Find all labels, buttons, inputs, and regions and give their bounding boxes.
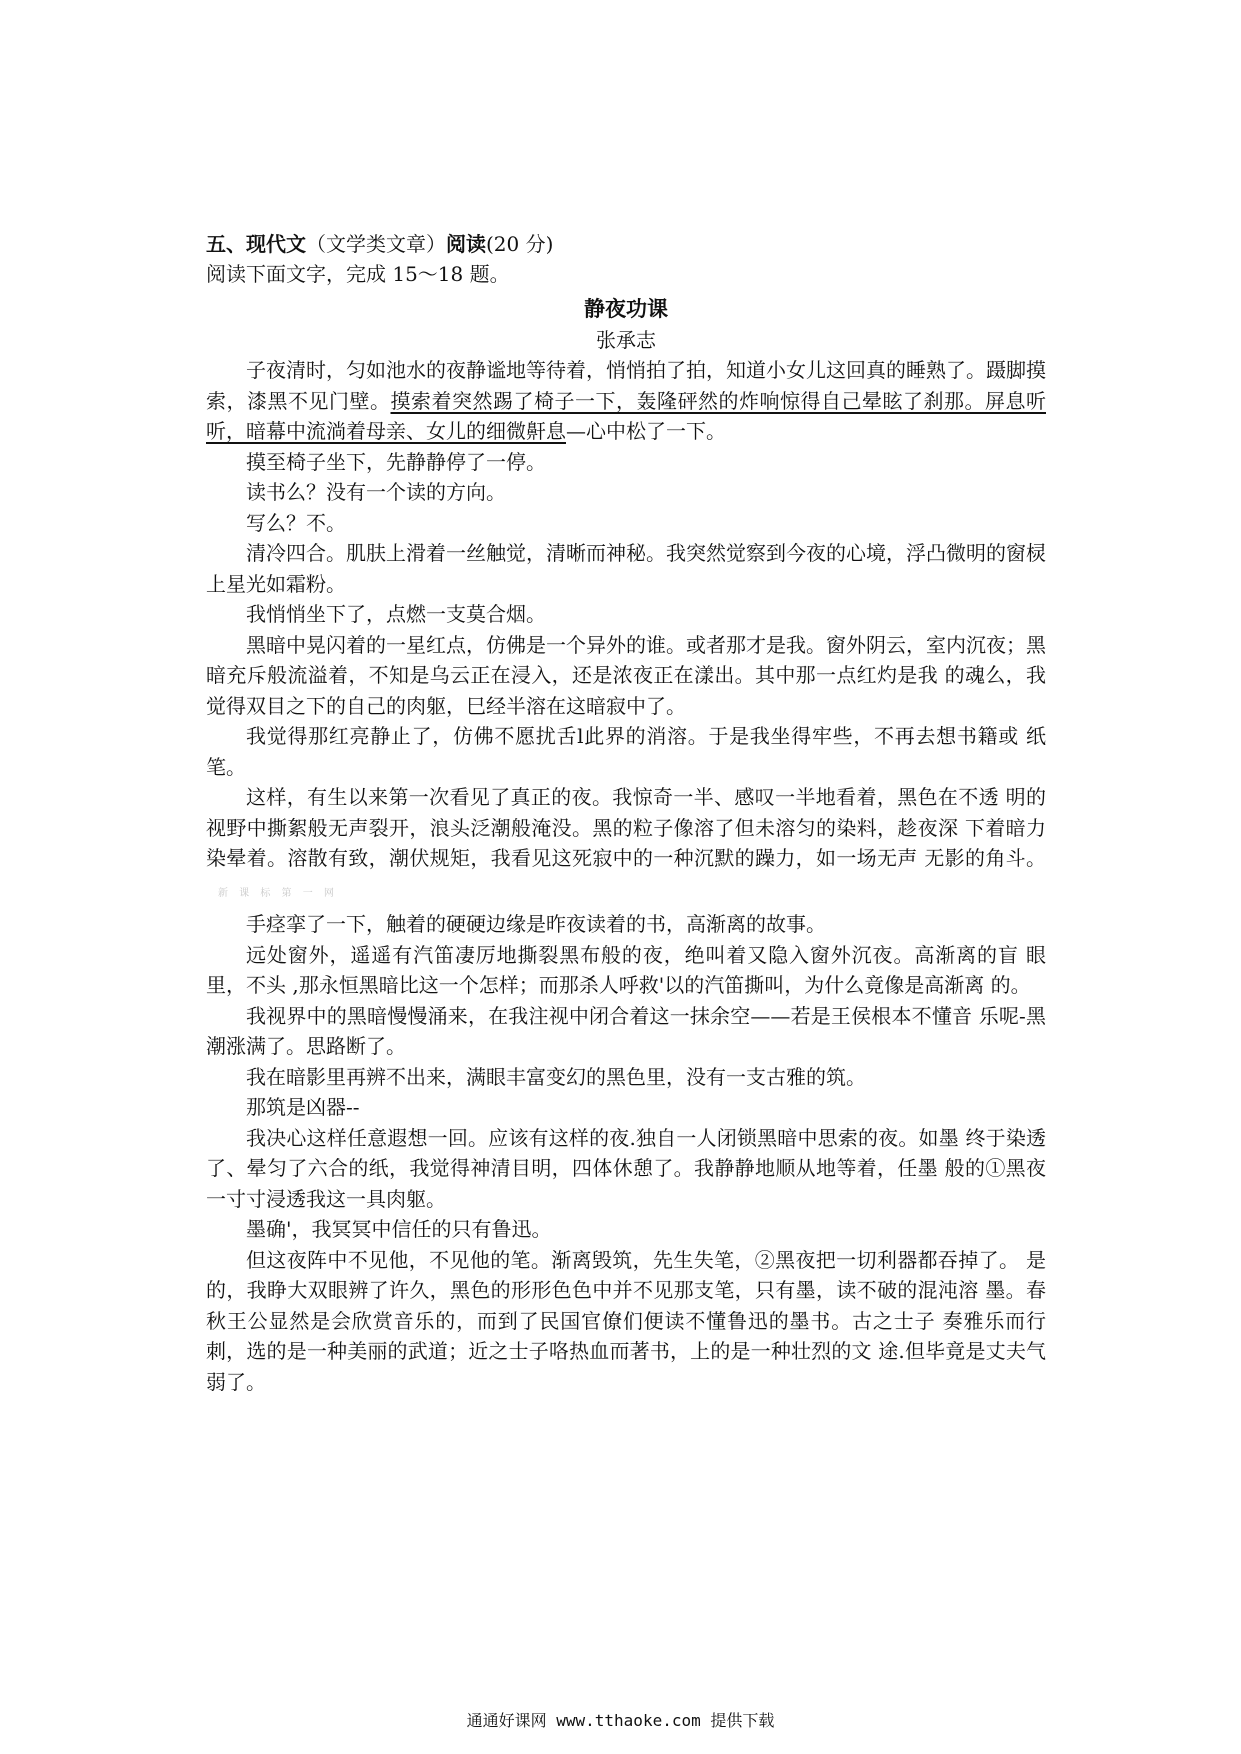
section-category: （文学类文章） [306,232,446,256]
paragraph-1 [206,355,1046,447]
paragraph-2: 摸至椅子坐下，先静静停了一停。 [246,449,546,474]
section-label: 现代文 [246,232,306,256]
paragraph-6: 我悄悄坐下了，点燃一支莫合烟。 [246,602,546,626]
paragraph-17: 但这夜阵中不见他，不见他的笔。渐离毁筑，先生失笔，②黑夜把一切利器都吞掉了。 是的，我睁大双眼辨了许久，黑色的形形色色中并不见那支笔，只有墨，读不破的混沌溶 墨。春秋王公显然是会欣赏音乐的，而到了民国官僚们便读不懂鲁迅的墨书。古之士子 奏雅乐而行刺，选的是一种美丽的武道；近之士子咯热血而著书，上的是一种壮烈的文 途.但毕竟是丈夫气弱了。 [206,1247,1046,1394]
paragraph-11: 远处窗外，遥遥有汽笛凄厉地撕裂黑布般的夜，绝叫着又隐入窗外沉夜。高渐离的盲 眼里，不头 ,那永恒黑暗比这一个怎样；而那杀人呼救'以的汽笛撕叫，为什么竟像是高渐离 的。 [206,942,1046,997]
paragraph-15: 我决心这样任意遐想一回。应该有这样的夜.独自一人闭锁黑暗中思索的夜。如墨 终于染透了、晕匀了六合的纸，我觉得神清目明，四体休憩了。我静静地顺从地等着，任墨 般的①黑夜一寸寸浸透我这一具肉躯。 [206,1125,1046,1211]
section-number: 五、 [206,232,246,256]
paragraph-10: 手痉挛了一下，触着的硬硬边缘是昨夜读着的书，高渐离的故事。 [246,912,826,936]
article-title: 静夜功课 [584,296,668,321]
paragraph-4: 写么？不。 [246,510,346,535]
paragraph-9 [206,782,1046,909]
footer-download-notice: 通通好课网 www.tthaoke.com 提供下载 [466,1711,775,1730]
document-content [206,229,1046,1397]
paragraph-16: 墨确'，我冥冥中信任的只有鲁迅。 [246,1217,552,1241]
underlined-passage: 摸索着突然踢了椅子一下，轰隆砰然的炸响惊得自己晕眩了刹那。屏息听听，暗幕中流淌着母亲、女儿的细微鼾息 [206,388,1046,443]
section-reading: 阅读 [446,232,486,256]
article-author: 张承志 [596,328,656,352]
paragraph-1-text: 子夜清时，匀如池水的夜静谧地等待着，悄悄拍了拍，知道小女儿这回真的睡熟了。蹑脚摸索，漆黑不见门壁。 [206,358,1046,413]
paragraph-7: 黑暗中晃闪着的一星红点，仿佛是一个异外的谁。或者那才是我。窗外阴云，室内沉夜；黑暗充斥般流溢着，不知是乌云正在浸入，还是浓夜正在漾出。其中那一点红灼是我 的魂么，我觉得双目之下的自己的肉躯，巳经半溶在这暗寂中了。 [206,632,1046,718]
paragraph-1-end: —心中松了一下。 [566,419,726,443]
paragraph-13: 我在暗影里再辨不出来，满眼丰富变幻的黑色里，没有一支古雅的筑。 [246,1064,866,1089]
paragraph-3: 读书么？没有一个读的方向。 [246,480,506,504]
watermark-text: 新 课 标 第 一 网 [218,887,338,899]
instruction-text: 阅读下面文字，完成 15～18 题。 [206,262,510,286]
paragraph-8: 我觉得那红亮静止了，仿佛不愿扰舌l此界的消溶。于是我坐得牢些，不再去想书籍或 纸笔。 [206,724,1046,779]
paragraph-12: 我视界中的黑暗慢慢涌来，在我注视中闭合着这一抹余空——若是王侯根本不懂音 乐呢-黑潮涨满了。思路断了。 [206,1003,1046,1058]
paragraph-5: 清冷四合。肌肤上滑着一丝触觉，清晰而神秘。我突然觉察到今夜的心境，浮凸微明的窗棂上星光如霜粉。 [206,541,1046,596]
paragraph-14: 那筑是凶器-- [246,1095,360,1119]
section-heading [206,229,1046,259]
paragraph-9-text: 这样，有生以来第一次看见了真正的夜。我惊奇一半、感叹一半地看着，黑色在不透 明的视野中撕絮般无声裂开，浪头泛潮般淹没。黑的粒子像溶了但未溶匀的染料，趁夜深 下着暗力染晕着。溶散有致，潮伏规矩，我看见这死寂中的一种沉默的躁力，如一场无声 无影的角斗。 [206,785,1046,870]
section-score: (20 分) [486,232,554,256]
